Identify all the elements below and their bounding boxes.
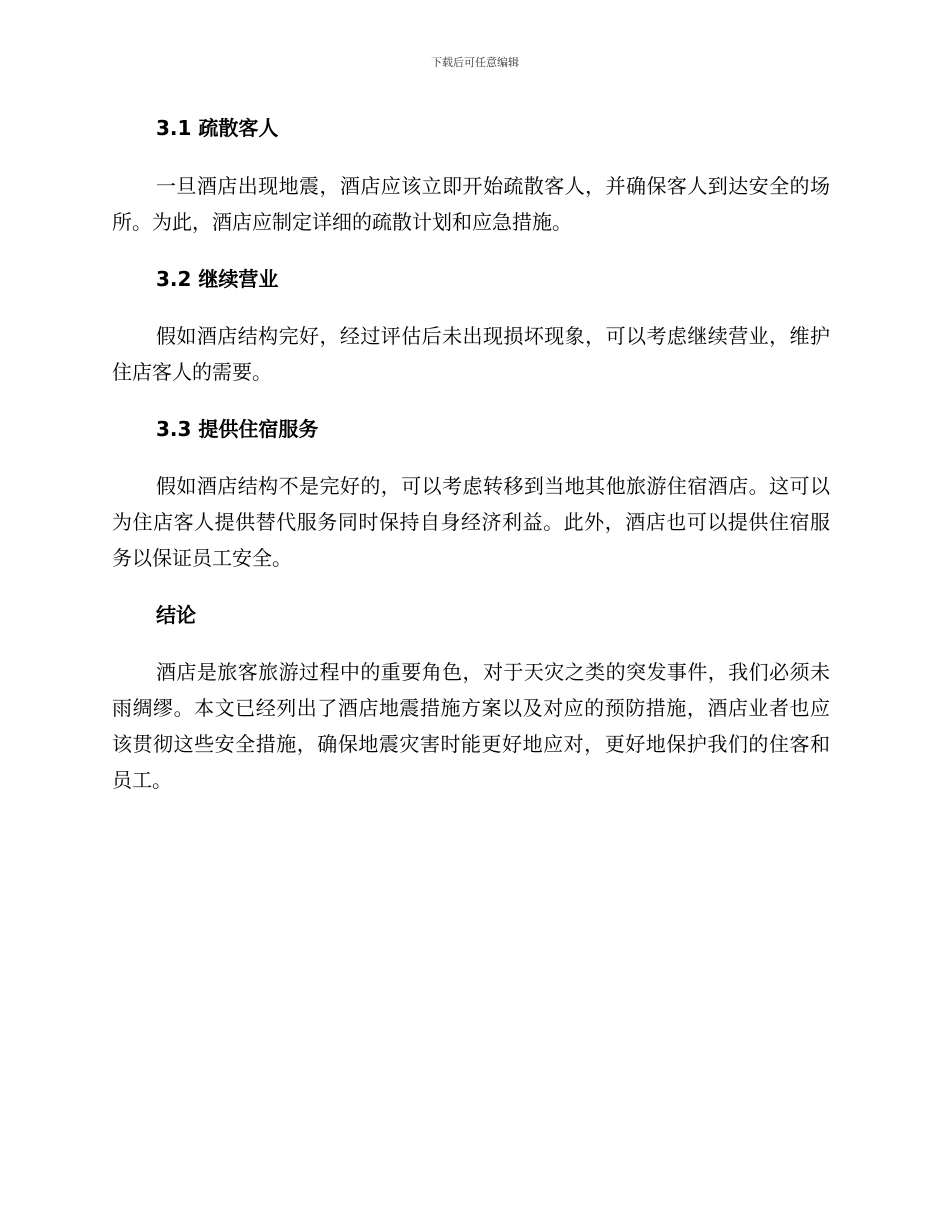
section-paragraph-evacuate: 一旦酒店出现地震，酒店应该立即开始疏散客人，并确保客人到达安全的场所。为此，酒店应制定详细的疏散计划和应急措施。 (112, 174, 830, 234)
section-heading-conclusion: 结论 (156, 603, 196, 627)
section-paragraph-lodging-service: 假如酒店结构不是完好的，可以考虑转移到当地其他旅游住宿酒店。这可以为住店客人提供替代服务同时保持自身经济利益。此外，酒店也可以提供住宿服务以保证员工安全。 (112, 474, 830, 570)
section-heading-lodging-service: 3.3 提供住宿服务 (156, 417, 319, 441)
section-paragraph-continue-operation: 假如酒店结构完好，经过评估后未出现损坏现象，可以考虑继续营业，维护住店客人的需要。 (112, 324, 830, 384)
section-heading-continue-operation: 3.2 继续营业 (156, 267, 279, 291)
section-heading-evacuate: 3.1 疏散客人 (156, 116, 279, 140)
section-paragraph-conclusion: 酒店是旅客旅游过程中的重要角色，对于天灾之类的突发事件，我们必须未雨绸缪。本文已经列出了酒店地震措施方案以及对应的预防措施，酒店业者也应该贯彻这些安全措施，确保地震灾害时能更好地应对，更好地保护我们的住客和员工。 (112, 660, 830, 792)
document-body (112, 112, 830, 798)
page-header-note: 下载后可任意编辑 (431, 56, 519, 69)
